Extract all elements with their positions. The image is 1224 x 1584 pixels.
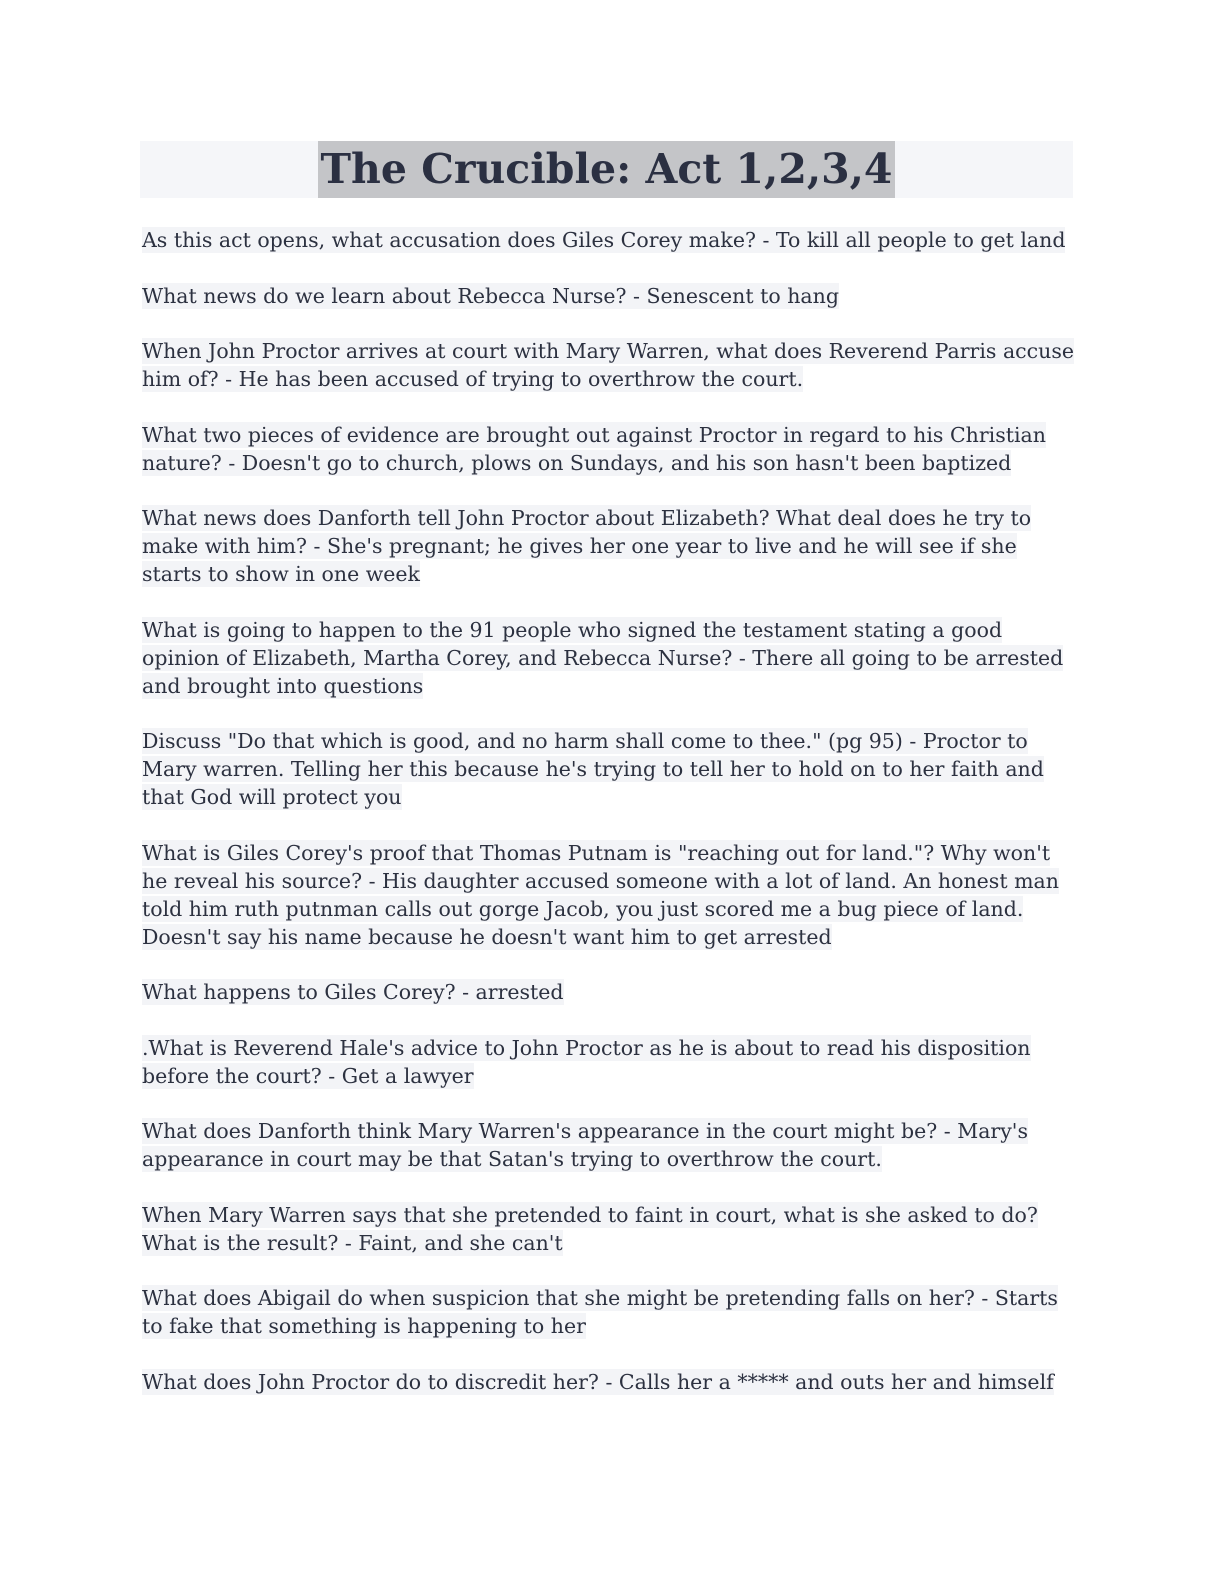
qa-item-11 (142, 1117, 1077, 1173)
answer: Senescent to hang (646, 283, 839, 308)
qa-item-10 (142, 1034, 1077, 1090)
answer: Starts to fake that something is happening to her (142, 1286, 1058, 1338)
question: What news do we learn about Rebecca Nurse? (142, 283, 627, 308)
page-title: The Crucible: Act 1,2,3,4 (318, 141, 896, 198)
question: What two pieces of evidence are brought out against Proctor in regard to his Christian nature? (142, 422, 1046, 475)
answer: His daughter accused someone with a lot of land. An honest man told him ruth putnman calls out gorge Jacob, you just scored me a bug piece of land. Doesn't say his name because he doesn't want him to get arrested (142, 868, 1059, 949)
question: What is Giles Corey's proof that Thomas Putnam is "reaching out for land."? Why won't he reveal his source? (142, 840, 1051, 893)
qa-item-6 (142, 616, 1077, 700)
separator: - (937, 1119, 958, 1143)
answer: Doesn't go to church, plows on Sundays, and his son hasn't been baptized (241, 450, 1012, 475)
separator: - (338, 1230, 359, 1255)
question: What happens to Giles Corey? (142, 980, 456, 1004)
question: When John Proctor arrives at court with Mary Warren, what does Reverend Parris accuse him of? (142, 339, 1074, 391)
question: What does Abigail do when suspicion that she might be pretending falls on her? (142, 1286, 975, 1310)
answer: Get a lawyer (341, 1063, 474, 1088)
answer: She's pregnant; he gives her one year to live and he will see if she starts to show in one week (142, 534, 1017, 586)
separator: - (755, 228, 776, 252)
separator: - (362, 868, 383, 893)
answer: Mary's appearance in court may be that Satan's trying to overthrow the court. (142, 1119, 1028, 1171)
separator: - (306, 534, 327, 558)
qa-item-9 (142, 978, 1077, 1006)
separator: - (321, 1063, 342, 1088)
qa-item-4 (142, 421, 1077, 477)
answer: Proctor to Mary warren. Telling her this because he's trying to tell her to hold on to her faith and that God will protect you (142, 729, 1044, 809)
question: What is going to happen to the 91 people who signed the testament stating a good opinion of Elizabeth, Martha Corey, and Rebecca Nurse? (142, 617, 1003, 670)
answer: Faint, and she can't (358, 1230, 563, 1255)
answer: arrested (475, 980, 564, 1004)
separator: - (455, 980, 476, 1004)
question: Discuss "Do that which is good, and no harm shall come to thee." (pg 95) (142, 729, 903, 753)
qa-item-2 (142, 282, 1077, 310)
question: What news does Danforth tell John Proctor about Elizabeth? What deal does he try to make with him? (142, 506, 1032, 558)
answer: Calls her a ***** and outs her and himself (618, 1369, 1054, 1394)
qa-item-12 (142, 1201, 1077, 1257)
qa-item-1 (142, 226, 1077, 254)
separator: - (902, 729, 923, 753)
qa-item-5 (142, 504, 1077, 588)
question: What does Danforth think Mary Warren's appearance in the court might be? (142, 1119, 938, 1143)
qa-item-7 (142, 727, 1077, 811)
separator: - (221, 450, 242, 475)
answer: There all going to be arrested and brought into questions (142, 645, 1064, 698)
question: .What is Reverend Hale's advice to John Proctor as he is about to read his disposition before the court? (142, 1035, 1031, 1088)
question: As this act opens, what accusation does Giles Corey make? (142, 228, 756, 252)
qa-item-3 (142, 337, 1077, 393)
qa-item-13 (142, 1284, 1077, 1340)
separator: - (626, 283, 647, 308)
answer: He has been accused of trying to overthrow the court. (238, 367, 804, 391)
question: What does John Proctor do to discredit her? (142, 1369, 599, 1394)
separator: - (218, 367, 239, 391)
question: When Mary Warren says that she pretended to faint in court, what is she asked to do? What is the result? (142, 1202, 1038, 1255)
qa-item-14 (142, 1368, 1077, 1396)
qa-list (142, 226, 1077, 1423)
answer: To kill all people to get land (775, 228, 1066, 252)
qa-item-8 (142, 839, 1077, 951)
separator: - (598, 1369, 619, 1394)
title-band (140, 141, 1073, 198)
separator: - (732, 645, 753, 670)
separator: - (974, 1286, 995, 1310)
